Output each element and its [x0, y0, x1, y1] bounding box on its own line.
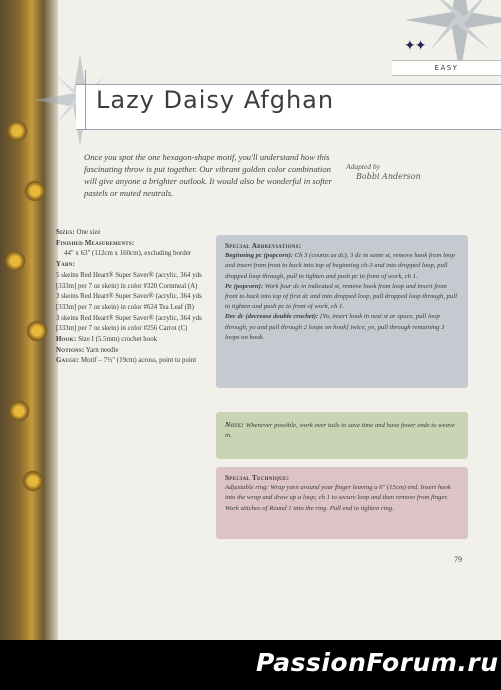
designer-credit: [346, 162, 436, 182]
abbreviation-item: [225, 282, 459, 313]
intro-paragraph: Once you spot the one hexagon-shape motif, you'll understand how this fascinating throw is put together. Our vibrant golden color combination will give anyone a brighter outlook. It would also be wonderful in softer pastels or muted neutrals.: [84, 152, 333, 198]
technique-heading: Special Technique:: [225, 474, 290, 482]
yarn-item: 3 skeins Red Heart® Super Saver® (acrylic, 364 yds [333m] per 7 oz skein) in color #256 Carrot (C): [56, 314, 202, 333]
special-abbreviations-box: [216, 235, 468, 388]
yarn-item: 3 skeins Red Heart® Super Saver® (acrylic, 364 yds [333m] per 7 oz skein) in color #624 Tea Leaf (B): [56, 293, 202, 311]
note-text: Whenever possible, work over tails to save time and have fewer ends to weave in.: [225, 422, 455, 440]
note-paragraph: [225, 420, 459, 441]
pattern-title: Lazy Daisy Afghan: [96, 86, 335, 114]
yarn-item: 5 skeins Red Heart® Super Saver® (acrylic, 364 yds [333m] per 7 oz skein) in color #320 Cornmeal (A): [56, 271, 202, 290]
designer-name: Bobbi Anderson: [356, 172, 421, 181]
difficulty-stars-icon: ✦✦: [404, 39, 426, 54]
hook-line: [56, 335, 206, 346]
daisy-motif-image: [24, 180, 46, 202]
daisy-motif-image: [8, 400, 30, 422]
page-number: 79: [454, 555, 462, 564]
gauge-label: Gauge:: [56, 357, 80, 365]
sizes-value: One size: [76, 229, 101, 236]
abbreviation-text: Ch 3 (counts as dc), 3 dc in same st, remove hook from loop and insert from front to back into top of beginning ch-3 and into dropped loop, pull dropped loop through, pull to tighten and push pc to front of work, ch 1.: [225, 252, 455, 280]
finished-line: [56, 239, 206, 260]
hook-label: Hook:: [56, 336, 77, 344]
yarn-label: Yarn:: [56, 261, 76, 269]
abbreviation-term: Dec dc (decrease double crochet):: [225, 313, 319, 321]
sizes-label: Sizes:: [56, 229, 75, 236]
technique-paragraph: [225, 483, 459, 514]
abbreviations-heading: Special Abbreviations:: [225, 242, 302, 250]
abbreviation-text: Work four dc in indicated st, remove hook from loop and insert from front to back into top of first dc and into dropped loop, pull dropped loop through, pull to tighten and push pc to front of work, ch 1.: [225, 282, 457, 311]
watermark-text: PassionForum.ru: [256, 648, 499, 677]
title-divider: [85, 70, 86, 130]
finished-value: 44" x 63" (112cm x 160cm), excluding border: [64, 250, 192, 258]
yarn-line: [56, 260, 206, 271]
difficulty-label: EASY: [392, 60, 501, 76]
special-technique-box: [216, 467, 468, 539]
note-box: [216, 412, 468, 459]
notions-value: Yarn needle: [85, 346, 119, 354]
technique-term: Adjustable ring:: [225, 484, 269, 492]
abbreviation-item: [225, 251, 459, 282]
notions-line: [56, 346, 206, 357]
daisy-motif-image: [22, 470, 44, 492]
abbreviation-term: Beginning pc (popcorn):: [225, 252, 293, 260]
daisy-motif-image: [6, 120, 28, 142]
daisy-motif-image: [4, 250, 26, 272]
materials-list: [56, 228, 206, 367]
abbreviation-term: Pc (popcorn):: [225, 282, 264, 290]
abbreviation-item: [225, 312, 459, 343]
finished-label: Finished Measurements:: [56, 239, 135, 247]
note-heading: Note:: [225, 421, 245, 429]
adapted-by-label: Adapted by: [346, 162, 380, 171]
notions-label: Notions:: [56, 346, 85, 354]
gauge-line: [56, 356, 206, 367]
daisy-motif-image: [26, 320, 48, 342]
abbreviation-text: [Yo, insert hook in next st or space, pull loop through, yo and pull through 2 loops on hook] twice, yo, pull through remaining 3 loops on hook.: [225, 313, 445, 341]
sizes-line: [56, 228, 206, 239]
gauge-value: Motif – 7½" (19cm) across, point to point: [81, 357, 197, 365]
technique-text: Wrap yarn around your finger leaving a 6" (15cm) end. Insert hook into the wrap and draw up a loop; ch 1 to secure loop and then remove from finger. Work stitches of Round 1 into the ring. Pull end to tighten ring.: [225, 484, 451, 512]
hook-value: Size I (5.5mm) crochet hook: [78, 336, 158, 344]
